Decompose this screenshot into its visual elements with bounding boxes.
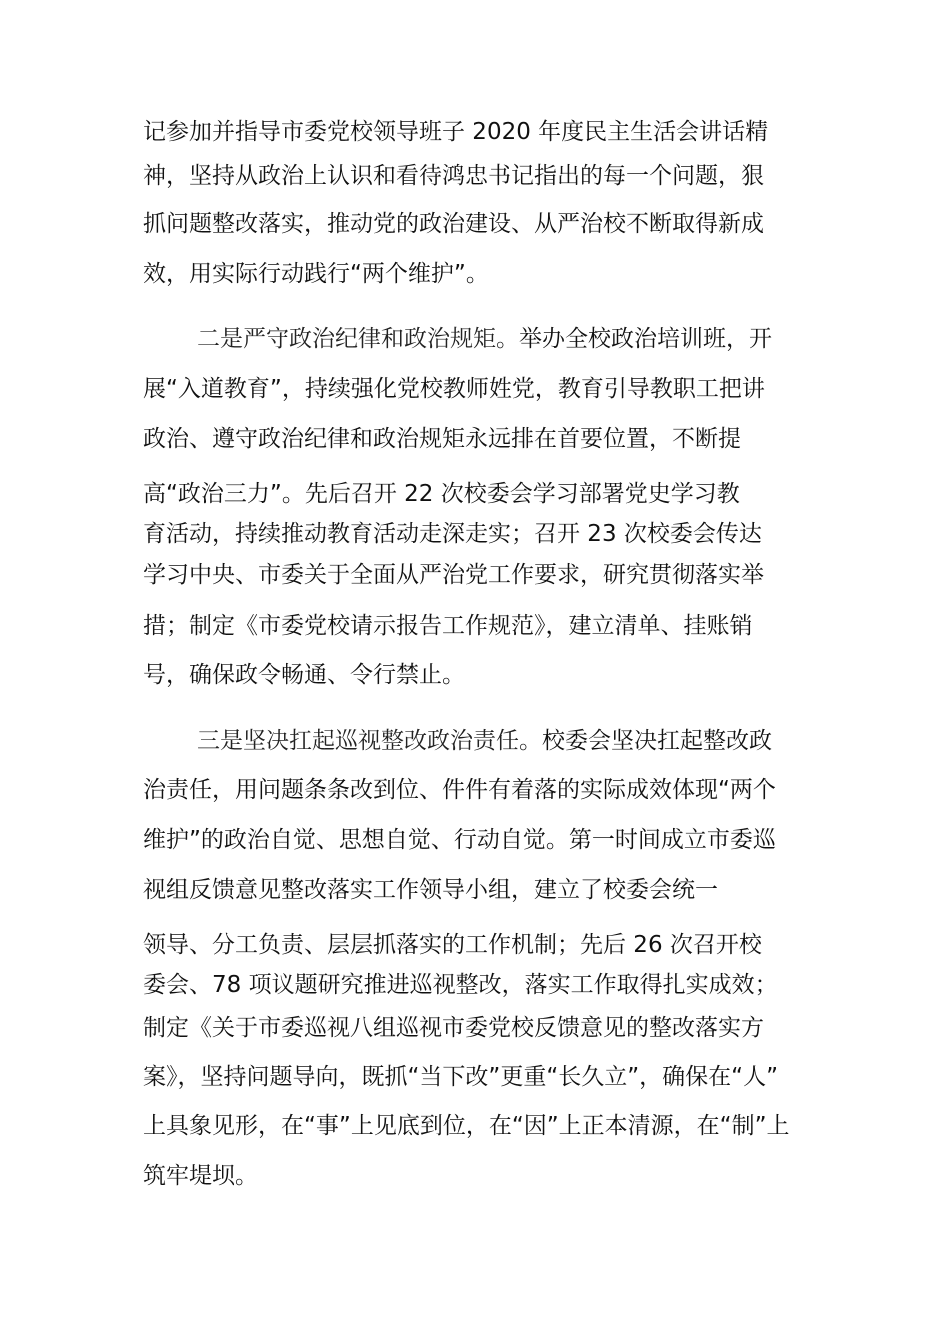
- p2-line-5: 育活动，持续推动教育活动走深走实；召开 23 次校委会传达: [143, 521, 762, 547]
- p2-first-line-rest: 举办全校政治培训班，开: [519, 326, 772, 352]
- p2-line-3: 政治、遵守政治纪律和政治规矩永远排在首要位置，不断提: [143, 426, 741, 452]
- p3-first-line: [197, 726, 772, 756]
- p1-line-1: 记参加并指导市委党校领导班子 2020 年度民主生活会讲话精: [143, 119, 769, 145]
- p3-line-3: 维护”的政治自觉、思想自觉、行动自觉。第一时间成立市委巡: [143, 827, 776, 853]
- p3-line-7: 制定《关于市委巡视八组巡视市委党校反馈意见的整改落实方: [143, 1015, 764, 1041]
- p3-line-10: 筑牢堤坝。: [143, 1163, 258, 1189]
- p2-line-2: 展“入道教育”，持续强化党校教师姓党，教育引导教职工把讲: [143, 376, 765, 402]
- p2-line-6: 学习中央、市委关于全面从严治党工作要求，研究贯彻落实举: [143, 562, 764, 588]
- p2-line-4: 高“政治三力”。先后召开 22 次校委会学习部署党史学习教: [143, 481, 740, 507]
- p3-line-9: 上具象见形，在“事”上见底到位，在“因”上正本清源，在“制”上: [143, 1113, 790, 1139]
- p3-first-line-rest: 校委会坚决扛起整改政: [542, 728, 772, 754]
- p1-line-3: 抓问题整改落实，推动党的政治建设、从严治校不断取得新成: [143, 211, 764, 237]
- p2-line-7: 措；制定《市委党校请示报告工作规范》，建立清单、挂账销: [143, 613, 753, 639]
- p3-line-5: 领导、分工负责、层层抓落实的工作机制；先后 26 次召开校: [143, 932, 762, 958]
- p3-line-2: 治责任，用问题条条改到位、件件有着落的实际成效体现“两个: [143, 777, 776, 803]
- p2-first-line: [197, 324, 772, 354]
- p2-heading: 二是严守政治纪律和政治规矩。: [197, 326, 519, 352]
- p1-line-2: 神，坚持从政治上认识和看待鸿忠书记指出的每一个问题，狠: [143, 163, 764, 189]
- p3-heading: 三是坚决扛起巡视整改政治责任。: [197, 728, 542, 754]
- p3-line-6: 委会、78 项议题研究推进巡视整改，落实工作取得扎实成效；: [143, 972, 778, 998]
- p2-line-8: 号，确保政令畅通、令行禁止。: [143, 662, 465, 688]
- p3-line-8: 案》，坚持问题导向，既抓“当下改”更重“长久立”，确保在“人”: [143, 1064, 778, 1090]
- p1-line-4: 效，用实际行动践行“两个维护”。: [143, 261, 489, 287]
- p3-line-4: 视组反馈意见整改落实工作领导小组，建立了校委会统一: [143, 877, 718, 903]
